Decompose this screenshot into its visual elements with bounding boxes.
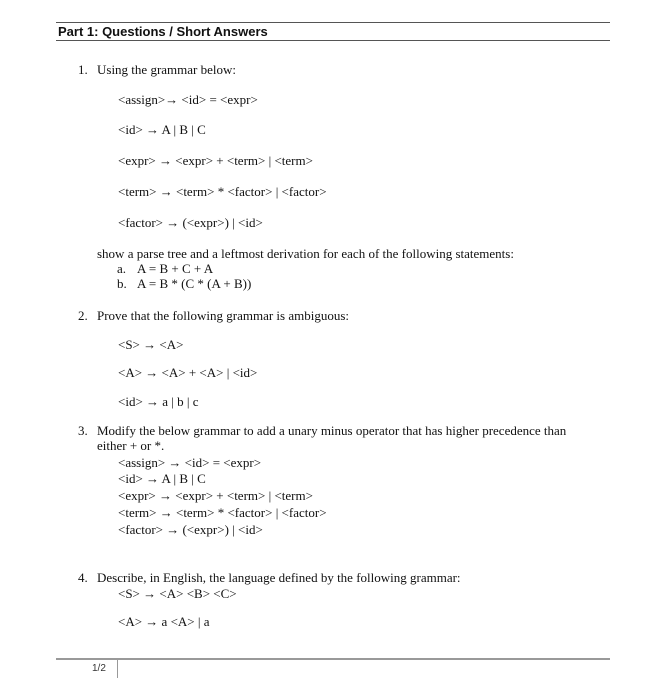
q2-grammar-rule: <A> → <A> + <A> | <id> xyxy=(118,365,258,380)
q2-grammar-rule: <id> → a | b | c xyxy=(118,394,199,409)
q3-prompt-line1: Modify the below grammar to add a unary minus operator that has higher precedence than xyxy=(97,423,567,438)
q4-prompt: Describe, in English, the language defined by the following grammar: xyxy=(97,570,461,585)
header-bottom-rule xyxy=(56,40,610,41)
q4-grammar-rule: <S> → <A> <B> <C> xyxy=(118,586,237,601)
q3-grammar-rule: <term> → <term> * <factor> | <factor> xyxy=(118,505,327,520)
q2-prompt: Prove that the following grammar is ambiguous: xyxy=(97,308,350,323)
q3-grammar-rule: <expr> → <expr> + <term> | <term> xyxy=(118,488,313,503)
q1-grammar-rule: <factor> → (<expr>) | <id> xyxy=(118,215,263,230)
q1-statement: A = B * (C * (A + B)) xyxy=(137,276,252,291)
q4-grammar-rule: <A> → a <A> | a xyxy=(118,614,210,629)
q1-grammar-rule: <expr> → <expr> + <term> | <term> xyxy=(118,153,313,168)
q1-number: 1. xyxy=(78,62,88,77)
q3-number: 3. xyxy=(78,423,88,438)
q1-grammar-rule: <assign>→ <id> = <expr> xyxy=(118,92,258,107)
q1-statement-label: b. xyxy=(117,276,127,291)
footer-separator xyxy=(117,660,118,678)
q1-statement-label: a. xyxy=(117,261,127,276)
q3-grammar-rule: <factor> → (<expr>) | <id> xyxy=(118,522,263,537)
q2-number: 2. xyxy=(78,308,88,323)
q3-grammar-rule: <id> → A | B | C xyxy=(118,471,206,486)
q1-prompt: Using the grammar below: xyxy=(97,62,236,77)
part-title: Part 1: Questions / Short Answers xyxy=(58,24,268,39)
q2-grammar-rule: <S> → <A> xyxy=(118,337,184,352)
q1-statement: A = B + C + A xyxy=(137,261,214,276)
q1-instruction: show a parse tree and a leftmost derivation for each of the following statements: xyxy=(97,246,514,261)
header-top-rule xyxy=(56,22,610,23)
q3-prompt-line2: either + or *. xyxy=(97,438,165,453)
footer-rule xyxy=(56,658,610,660)
page-number: 1/2 xyxy=(92,663,106,674)
q1-grammar-rule: <id> → A | B | C xyxy=(118,122,206,137)
q1-grammar-rule: <term> → <term> * <factor> | <factor> xyxy=(118,184,327,199)
q3-grammar-rule: <assign> → <id> = <expr> xyxy=(118,455,262,470)
q4-number: 4. xyxy=(78,570,88,585)
